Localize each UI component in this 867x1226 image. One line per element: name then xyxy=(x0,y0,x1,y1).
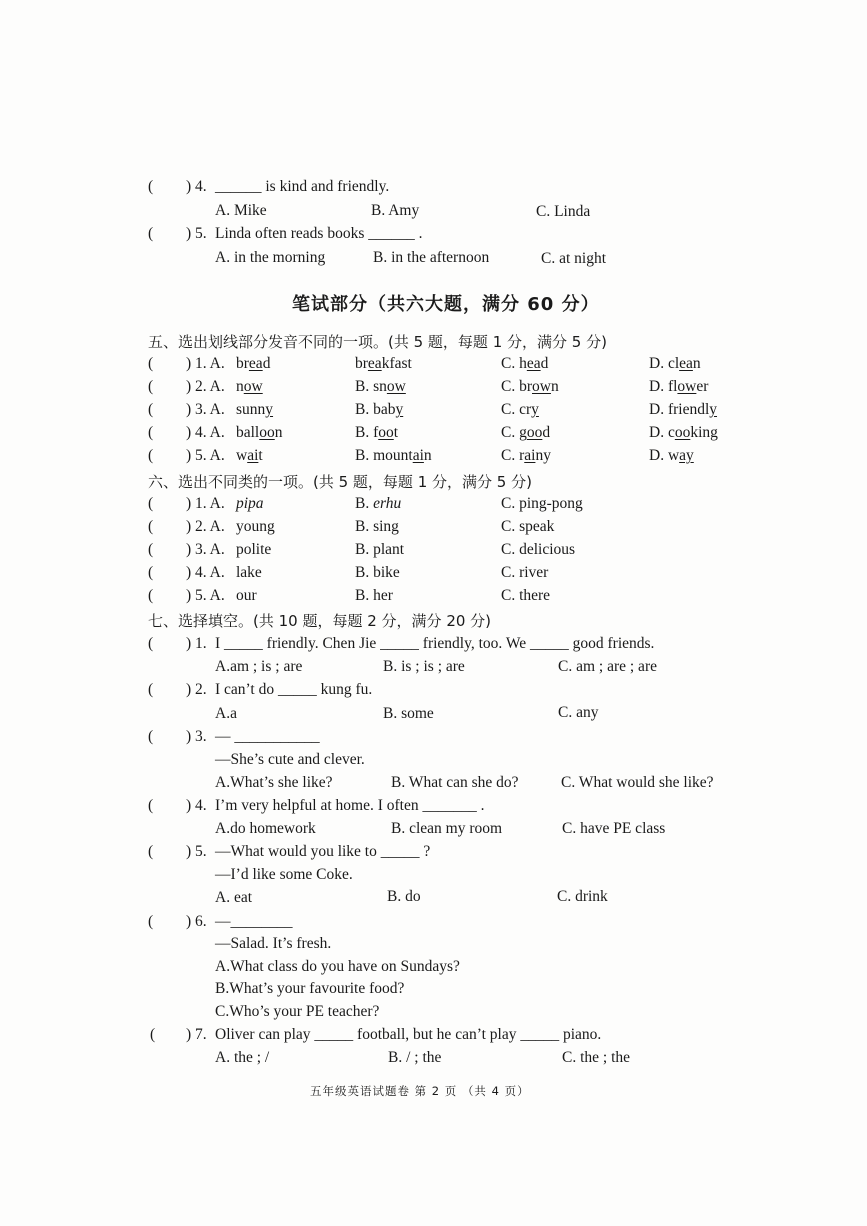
word-prefix: D. w xyxy=(649,447,680,464)
answer-paren: ( xyxy=(148,635,154,652)
question-number: ) 4. A. xyxy=(186,424,225,441)
underlined-letters: ea xyxy=(526,355,541,372)
word-prefix: B. mount xyxy=(355,447,413,464)
option-c: C. Linda xyxy=(536,203,591,220)
option-c: C. river xyxy=(501,564,549,581)
underlined-letters: ow xyxy=(532,378,551,395)
option-a xyxy=(236,424,283,442)
word-prefix: ball xyxy=(236,424,260,441)
option-c: C.Who’s your PE teacher? xyxy=(215,1003,380,1020)
underlined-letters: oo xyxy=(378,424,394,441)
underlined-letters: ay xyxy=(679,447,694,464)
word-suffix: er xyxy=(696,378,709,395)
option-d xyxy=(649,378,708,396)
answer-paren: ( xyxy=(148,424,154,441)
option-a: A.do homework xyxy=(215,820,316,837)
dialogue-line: —She’s cute and clever. xyxy=(215,751,365,768)
option-c: C. there xyxy=(501,587,551,604)
word-prefix: C. g xyxy=(501,424,527,441)
option-c: C. drink xyxy=(557,888,608,905)
answer-paren: ( xyxy=(148,728,154,745)
written-part-title: 笔试部分（共六大题，满分 60 分） xyxy=(292,294,600,315)
question-number: ) 5. xyxy=(186,225,207,242)
option-b: B. do xyxy=(387,888,421,905)
question-number: ) 1. A. xyxy=(186,355,225,372)
word-suffix: n xyxy=(550,378,559,395)
question-number: ) 5. A. xyxy=(186,587,225,604)
answer-paren: ( xyxy=(148,797,154,814)
word-suffix: n xyxy=(423,447,432,464)
word-suffix: d xyxy=(540,355,549,372)
question-number: ) 1. A. xyxy=(186,495,225,512)
word-suffix: n xyxy=(274,424,283,441)
word-prefix: br xyxy=(236,355,249,372)
dialogue-line: —I’d like some Coke. xyxy=(215,866,353,883)
word-prefix: D. c xyxy=(649,424,675,441)
option-b xyxy=(355,378,406,396)
question-stem: I’m very helpful at home. I often _______ . xyxy=(215,797,485,814)
underlined-letters: y xyxy=(531,401,539,418)
option-c: C. What would she like? xyxy=(561,774,714,791)
underlined-letters: ea xyxy=(367,355,382,372)
answer-paren: ( xyxy=(148,518,154,535)
question-stem: Linda often reads books ______ . xyxy=(215,225,423,242)
option-a: A.What’s she like? xyxy=(215,774,333,791)
word-prefix: C. br xyxy=(501,378,532,395)
question-number: ) 6. xyxy=(186,913,207,930)
word-prefix: n xyxy=(236,378,244,395)
question-number: ) 3. A. xyxy=(186,541,225,558)
option-b: B. What can she do? xyxy=(391,774,519,791)
word-prefix: D. cl xyxy=(649,355,680,372)
underlined-letters: y xyxy=(395,401,404,418)
option-c: C. the ; the xyxy=(562,1049,631,1066)
word-suffix: d xyxy=(262,355,271,372)
question-stem: —________ xyxy=(215,913,293,930)
option-c: C. speak xyxy=(501,518,555,535)
section-6-heading: 六、选出不同类的一项。(共 5 题，每题 1 分，满分 5 分) xyxy=(148,473,532,491)
question-number: ) 4. xyxy=(186,797,207,814)
option-c: C. am ; are ; are xyxy=(558,658,657,675)
option-a xyxy=(236,401,273,419)
option-b xyxy=(355,495,401,513)
option-d xyxy=(649,401,717,419)
option-b: B.What’s your favourite food? xyxy=(215,980,405,997)
underlined-letters: ow xyxy=(243,378,263,395)
question-number: ) 7. xyxy=(186,1026,207,1043)
word-suffix: t xyxy=(393,424,399,441)
word-suffix: n xyxy=(692,355,701,372)
word-prefix: sunn xyxy=(236,401,266,418)
question-number: ) 3. A. xyxy=(186,401,225,418)
word-suffix: king xyxy=(690,424,718,441)
option-d xyxy=(649,424,718,442)
word-prefix: br xyxy=(355,355,368,372)
word-suffix: ny xyxy=(535,447,551,464)
section-7-heading: 七、选择填空。(共 10 题，每题 2 分，满分 20 分) xyxy=(148,612,492,630)
question-number: ) 5. A. xyxy=(186,447,225,464)
option-a: A. the ; / xyxy=(215,1049,270,1066)
option-b: B. is ; is ; are xyxy=(383,658,465,675)
answer-paren: ( xyxy=(148,541,154,558)
dialogue-line: —Salad. It’s fresh. xyxy=(215,935,332,952)
question-number: ) 2. A. xyxy=(186,378,225,395)
word-prefix: C. h xyxy=(501,355,527,372)
option-a: A. in the morning xyxy=(215,249,326,266)
option-c: C. delicious xyxy=(501,541,576,558)
word-prefix: w xyxy=(236,447,248,464)
option-c xyxy=(501,355,548,373)
option-a xyxy=(236,447,263,465)
option-letter: B. xyxy=(355,495,370,512)
word-suffix: kfast xyxy=(381,355,412,372)
word-prefix: D. fl xyxy=(649,378,678,395)
option-a xyxy=(236,378,263,396)
word-suffix: t xyxy=(258,447,263,464)
option-b xyxy=(355,355,412,373)
option-d xyxy=(649,447,694,465)
underlined-letters: ea xyxy=(679,355,693,372)
underlined-letters: ai xyxy=(247,447,259,464)
word-prefix: D. friendl xyxy=(649,401,710,418)
question-stem: — ___________ xyxy=(215,728,320,745)
question-number: ) 2. A. xyxy=(186,518,225,535)
option-a: A. eat xyxy=(215,889,253,906)
word-prefix: B. bab xyxy=(355,401,396,418)
answer-paren: ( xyxy=(148,843,154,860)
option-b: B. clean my room xyxy=(391,820,503,837)
underlined-letters: y xyxy=(709,401,718,418)
answer-paren: ( xyxy=(148,587,154,604)
word-prefix: C. r xyxy=(501,447,525,464)
question-number: ) 4. A. xyxy=(186,564,225,581)
option-a: A.am ; is ; are xyxy=(215,658,303,675)
option-c xyxy=(501,447,551,465)
option-b: B. / ; the xyxy=(388,1049,442,1066)
option-b xyxy=(355,401,403,419)
question-number: ) 4. xyxy=(186,178,207,195)
question-number: ) 1. xyxy=(186,635,207,652)
option-a: A. Mike xyxy=(215,202,267,219)
option-a: our xyxy=(236,587,257,604)
word-suffix: d xyxy=(542,424,551,441)
underlined-letters: ow xyxy=(386,378,406,395)
question-number: ) 3. xyxy=(186,728,207,745)
option-d xyxy=(649,355,701,373)
answer-paren: ( xyxy=(148,495,154,512)
underlined-letters: ea xyxy=(248,355,263,372)
option-a: A.What class do you have on Sundays? xyxy=(215,958,460,975)
underlined-letters: oo xyxy=(259,424,275,441)
option-c xyxy=(501,401,539,419)
option-c xyxy=(501,424,550,442)
answer-paren: ( xyxy=(148,178,154,195)
answer-paren: ( xyxy=(148,564,154,581)
page-footer: 五年级英语试题卷 第 2 页 （共 4 页） xyxy=(310,1084,530,1098)
option-a: A.a xyxy=(215,705,237,722)
question-number: ) 5. xyxy=(186,843,207,860)
question-stem: I can’t do _____ kung fu. xyxy=(215,681,373,698)
underlined-letters: y xyxy=(265,401,274,418)
option-a: pipa xyxy=(236,495,264,512)
answer-paren: ( xyxy=(150,1026,156,1043)
question-stem: I _____ friendly. Chen Jie _____ friendly, too. We _____ good friends. xyxy=(215,635,655,652)
option-b: B. bike xyxy=(355,564,400,581)
option-b: B. in the afternoon xyxy=(373,249,490,266)
option-c xyxy=(501,378,559,396)
underlined-letters: ai xyxy=(524,447,536,464)
answer-paren: ( xyxy=(148,681,154,698)
underlined-letters: oo xyxy=(674,424,691,441)
option-c: C. have PE class xyxy=(562,820,666,837)
option-word: erhu xyxy=(373,495,402,512)
option-a: polite xyxy=(236,541,272,558)
underlined-letters: ow xyxy=(677,378,697,395)
answer-paren: ( xyxy=(148,225,154,242)
option-b xyxy=(355,424,398,442)
option-b: B. plant xyxy=(355,541,405,558)
section-5-heading: 五、选出划线部分发音不同的一项。(共 5 题，每题 1 分，满分 5 分) xyxy=(148,333,607,351)
option-b: B. some xyxy=(383,705,434,722)
option-c: C. any xyxy=(558,704,599,721)
option-b: B. sing xyxy=(355,518,399,535)
option-b: B. her xyxy=(355,587,393,604)
option-a: lake xyxy=(236,564,262,581)
word-prefix: B. sn xyxy=(355,378,387,395)
option-a: young xyxy=(236,518,275,535)
option-b: B. Amy xyxy=(371,202,420,219)
option-c: C. ping-pong xyxy=(501,495,583,512)
option-b xyxy=(355,447,432,465)
answer-paren: ( xyxy=(148,447,154,464)
word-prefix: B. f xyxy=(355,424,379,441)
option-c: C. at night xyxy=(541,250,607,267)
question-stem: ______ is kind and friendly. xyxy=(215,178,390,195)
answer-paren: ( xyxy=(148,913,154,930)
word-prefix: C. cr xyxy=(501,401,532,418)
answer-paren: ( xyxy=(148,355,154,372)
option-a xyxy=(236,355,270,373)
answer-paren: ( xyxy=(148,378,154,395)
question-stem: Oliver can play _____ football, but he can’t play _____ piano. xyxy=(215,1026,602,1043)
underlined-letters: oo xyxy=(526,424,543,441)
answer-paren: ( xyxy=(148,401,154,418)
question-number: ) 2. xyxy=(186,681,207,698)
underlined-letters: ai xyxy=(412,447,424,464)
question-stem: —What would you like to _____ ? xyxy=(215,843,431,860)
